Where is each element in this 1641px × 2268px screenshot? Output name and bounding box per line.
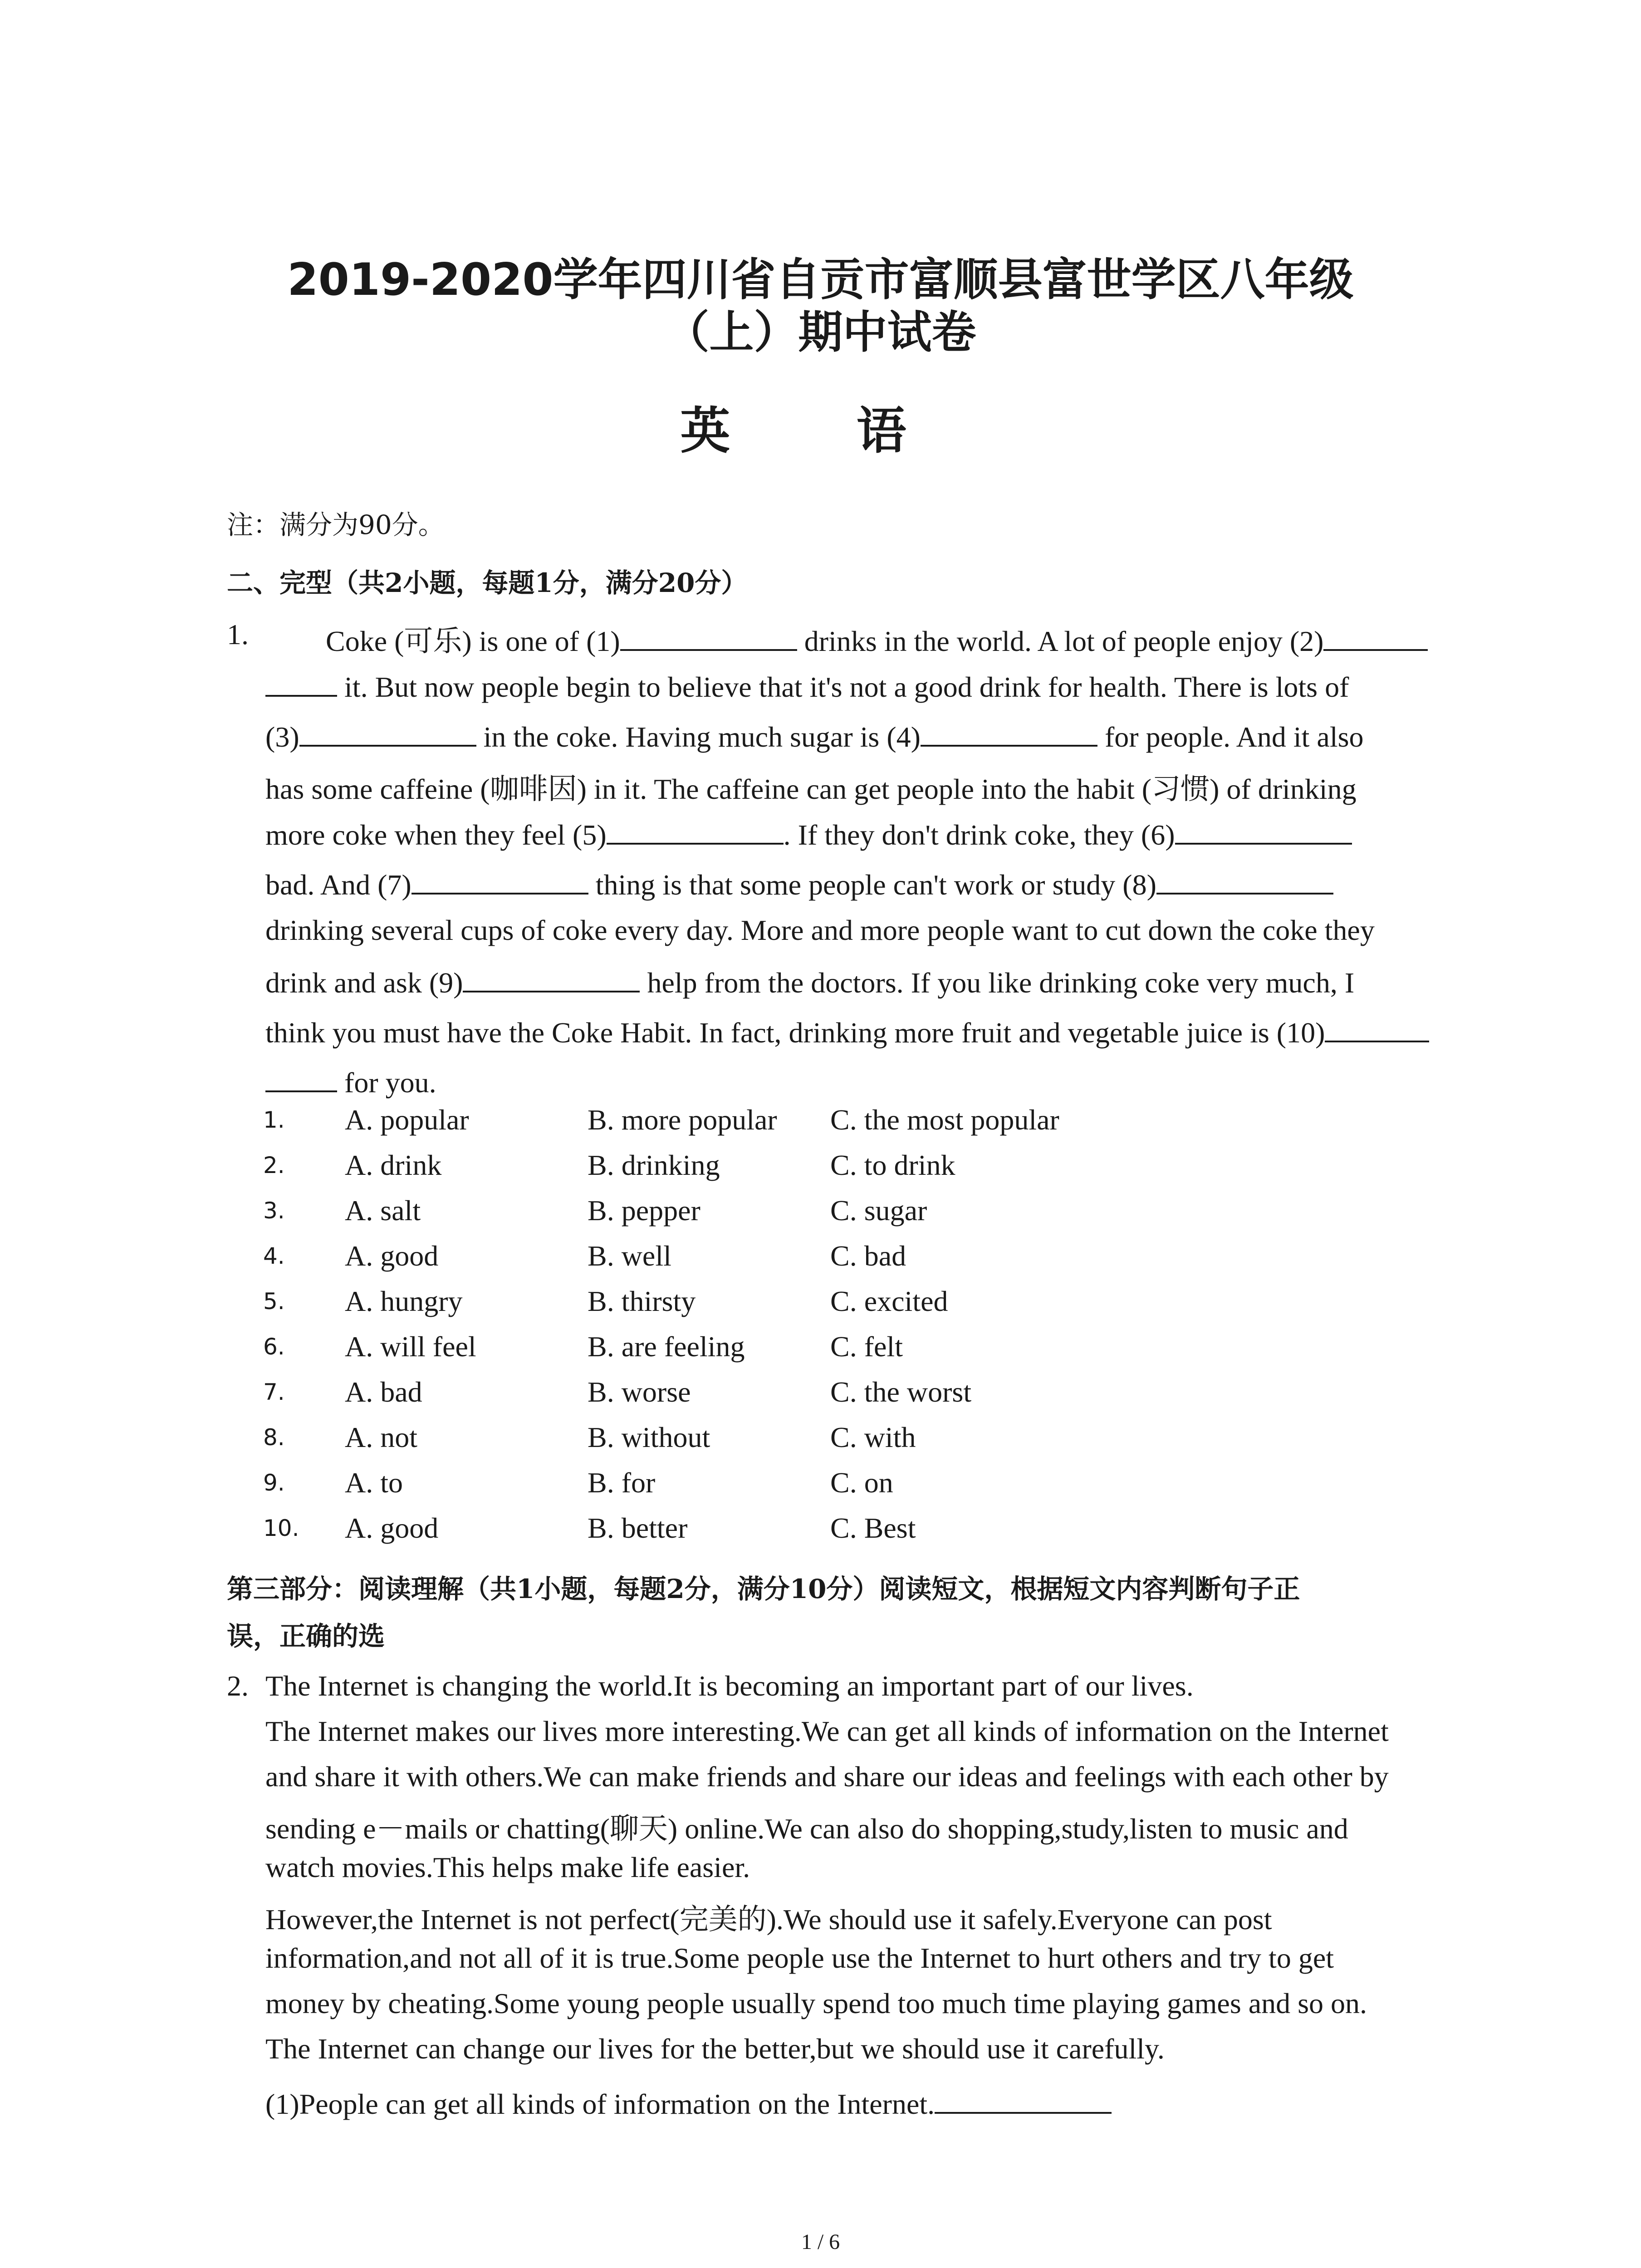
reading-line: The Internet can change our lives for the better,but we should use it carefully. xyxy=(265,2033,1165,2065)
reading-line: watch movies.This helps make life easier. xyxy=(265,1851,750,1883)
option-c[interactable]: C. with xyxy=(830,1421,916,1453)
passage-line: Coke (可乐) is one of (1) drinks in the world. A lot of people enjoy (2) xyxy=(326,618,1428,660)
answer-blank-1[interactable] xyxy=(620,622,797,651)
reading-line: and share it with others.We can make friends and share our ideas and feelings with each other by xyxy=(265,1760,1389,1793)
reading-line: However,the Internet is not perfect(完美的).We should use it safely.Everyone can post xyxy=(265,1903,1272,1936)
option-c[interactable]: C. the worst xyxy=(830,1376,972,1408)
answer-blank-7[interactable] xyxy=(411,865,588,894)
option-number: 10. xyxy=(263,1515,299,1541)
score-note: 注：满分为90分。 xyxy=(227,509,445,540)
option-a[interactable]: A. hungry xyxy=(345,1285,463,1317)
option-a[interactable]: A. will feel xyxy=(345,1330,476,1363)
option-a[interactable]: A. to xyxy=(345,1466,403,1499)
passage-line: has some caffeine (咖啡因) in it. The caffeine can get people into the habit (习惯) of drinking xyxy=(265,773,1357,805)
option-a[interactable]: A. good xyxy=(345,1512,439,1544)
option-b[interactable]: B. drinking xyxy=(588,1149,720,1181)
question-number: 1. xyxy=(227,618,249,650)
option-number: 9. xyxy=(263,1470,285,1496)
section3-heading-line2: 误，正确的选 xyxy=(227,1621,385,1652)
option-a[interactable]: A. salt xyxy=(345,1194,421,1227)
option-number: 3. xyxy=(263,1198,285,1224)
option-c[interactable]: C. on xyxy=(830,1466,893,1499)
answer-blank-2-cont[interactable] xyxy=(265,668,337,697)
reading-line: sending e－mails or chatting(聊天) online.We can also do shopping,study,listen to music and xyxy=(265,1813,1348,1845)
option-a[interactable]: A. bad xyxy=(345,1376,422,1408)
option-b[interactable]: B. without xyxy=(588,1421,710,1453)
option-a[interactable]: A. drink xyxy=(345,1149,442,1181)
option-c[interactable]: C. to drink xyxy=(830,1149,955,1181)
question-number: 2. xyxy=(227,1670,249,1702)
answer-blank-judgement-1[interactable] xyxy=(935,2085,1112,2114)
passage-line: think you must have the Coke Habit. In fact, drinking more fruit and vegetable juice is (10) xyxy=(265,1013,1429,1050)
option-number: 7. xyxy=(263,1379,285,1405)
answer-blank-2[interactable] xyxy=(1323,622,1428,651)
answer-blank-8[interactable] xyxy=(1156,865,1333,894)
option-a[interactable]: A. not xyxy=(345,1421,417,1453)
option-number: 8. xyxy=(263,1424,285,1451)
exam-title-line1: 2019-2020学年四川省自贡市富顺县富世学区八年级 xyxy=(287,254,1354,306)
answer-blank-3[interactable] xyxy=(299,718,476,747)
passage-line: drink and ask (9) help from the doctors. If you like drinking coke very much, I xyxy=(265,963,1354,1000)
option-c[interactable]: C. Best xyxy=(830,1512,916,1544)
option-number: 6. xyxy=(263,1334,285,1360)
answer-blank-10[interactable] xyxy=(1325,1013,1429,1042)
option-c[interactable]: C. sugar xyxy=(830,1194,927,1227)
answer-blank-6[interactable] xyxy=(1175,816,1352,845)
passage-line: for you. xyxy=(265,1063,436,1100)
answer-blank-5[interactable] xyxy=(607,816,784,845)
option-b[interactable]: B. for xyxy=(588,1466,656,1499)
option-c[interactable]: C. bad xyxy=(830,1240,906,1272)
answer-blank-9[interactable] xyxy=(463,963,640,992)
section3-heading-line1: 第三部分：阅读理解（共1小题，每题2分，满分10分）阅读短文，根据短文内容判断句子正 xyxy=(227,1574,1300,1604)
option-number: 1. xyxy=(263,1107,285,1133)
option-c[interactable]: C. felt xyxy=(830,1330,903,1363)
option-number: 5. xyxy=(263,1288,285,1315)
reading-line: money by cheating.Some young people usually spend too much time playing games and so on. xyxy=(265,1987,1367,2019)
option-b[interactable]: B. are feeling xyxy=(588,1330,745,1363)
option-a[interactable]: A. good xyxy=(345,1240,439,1272)
page-number: 1 / 6 xyxy=(801,2230,840,2254)
passage-line: it. But now people begin to believe that it's not a good drink for health. There is lots of xyxy=(265,668,1349,704)
option-number: 4. xyxy=(263,1243,285,1269)
option-b[interactable]: B. better xyxy=(588,1512,688,1544)
judgement-question: (1)People can get all kinds of information on the Internet. xyxy=(265,2085,1112,2121)
option-c[interactable]: C. the most popular xyxy=(830,1104,1059,1136)
option-c[interactable]: C. excited xyxy=(830,1285,948,1317)
answer-blank-10-cont[interactable] xyxy=(265,1063,337,1092)
option-b[interactable]: B. well xyxy=(588,1240,671,1272)
passage-line: drinking several cups of coke every day. More and more people want to cut down the coke they xyxy=(265,914,1375,946)
passage-line: more coke when they feel (5) . If they don't drink coke, they (6) xyxy=(265,816,1352,852)
option-b[interactable]: B. worse xyxy=(588,1376,691,1408)
exam-title-line2: （上）期中试卷 xyxy=(665,307,976,358)
option-b[interactable]: B. thirsty xyxy=(588,1285,696,1317)
reading-line: The Internet is changing the world.It is becoming an important part of our lives. xyxy=(265,1670,1194,1702)
reading-line: The Internet makes our lives more interesting.We can get all kinds of information on the Internet xyxy=(265,1715,1389,1747)
passage-line: (3) in the coke. Having much sugar is (4) for people. And it also xyxy=(265,718,1364,754)
subject-title: 英 语 xyxy=(680,401,961,460)
option-number: 2. xyxy=(263,1152,285,1178)
option-b[interactable]: B. more popular xyxy=(588,1104,777,1136)
section2-heading: 二、完型（共2小题，每题1分，满分20分） xyxy=(227,567,748,598)
option-a[interactable]: A. popular xyxy=(345,1104,469,1136)
option-b[interactable]: B. pepper xyxy=(588,1194,700,1227)
passage-line: bad. And (7) thing is that some people can't work or study (8) xyxy=(265,865,1333,902)
answer-blank-4[interactable] xyxy=(921,718,1097,747)
reading-line: information,and not all of it is true.Some people use the Internet to hurt others and try to get xyxy=(265,1942,1334,1974)
